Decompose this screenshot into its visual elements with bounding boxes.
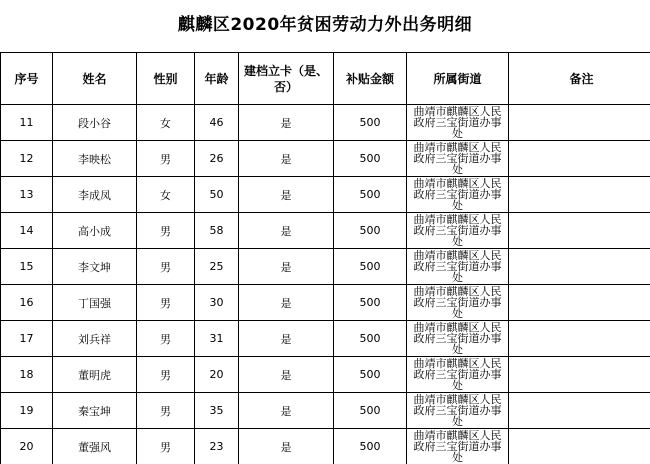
cell-subsidy: 500 <box>334 141 407 177</box>
cell-name: 董强风 <box>53 429 137 464</box>
cell-remarks <box>509 285 650 321</box>
cell-street <box>407 357 509 393</box>
cell-name: 李文坤 <box>53 249 137 285</box>
cell-subsidy: 500 <box>334 429 407 464</box>
table-row <box>1 321 650 357</box>
cell-subsidy: 500 <box>334 213 407 249</box>
street-text: 曲靖市麒麟区人民政府三宝街道办事处 <box>413 141 502 176</box>
cell-street <box>407 213 509 249</box>
cell-remarks <box>509 213 650 249</box>
table-row <box>1 213 650 249</box>
cell-archived: 是 <box>239 213 334 249</box>
cell-remarks <box>509 429 650 464</box>
cell-remarks <box>509 393 650 429</box>
cell-remarks <box>509 357 650 393</box>
table-row <box>1 357 650 393</box>
cell-name: 李映松 <box>53 141 137 177</box>
cell-age: 23 <box>195 429 239 464</box>
cell-age: 46 <box>195 105 239 141</box>
cell-remarks <box>509 249 650 285</box>
cell-seq: 18 <box>1 357 53 393</box>
cell-street <box>407 249 509 285</box>
header-archived: 建档立卡（是、否） <box>239 53 334 105</box>
cell-name: 秦宝坤 <box>53 393 137 429</box>
cell-subsidy: 500 <box>334 249 407 285</box>
cell-gender: 男 <box>137 357 195 393</box>
cell-archived: 是 <box>239 285 334 321</box>
table-row <box>1 393 650 429</box>
cell-name: 段小谷 <box>53 105 137 141</box>
cell-seq: 17 <box>1 321 53 357</box>
header-seq: 序号 <box>1 53 53 105</box>
cell-archived: 是 <box>239 177 334 213</box>
header-name: 姓名 <box>53 53 137 105</box>
cell-subsidy: 500 <box>334 177 407 213</box>
table-header-row <box>1 53 650 105</box>
cell-name: 董明虎 <box>53 357 137 393</box>
cell-archived: 是 <box>239 429 334 464</box>
cell-name: 丁国强 <box>53 285 137 321</box>
cell-remarks <box>509 141 650 177</box>
cell-street <box>407 321 509 357</box>
cell-subsidy: 500 <box>334 357 407 393</box>
table-body <box>1 105 650 464</box>
cell-street <box>407 177 509 213</box>
cell-archived: 是 <box>239 141 334 177</box>
table-row <box>1 249 650 285</box>
cell-gender: 男 <box>137 141 195 177</box>
cell-street <box>407 105 509 141</box>
header-age: 年龄 <box>195 53 239 105</box>
table-row <box>1 105 650 141</box>
cell-age: 31 <box>195 321 239 357</box>
cell-street <box>407 285 509 321</box>
cell-street <box>407 393 509 429</box>
table-row <box>1 285 650 321</box>
table-row <box>1 429 650 464</box>
cell-age: 35 <box>195 393 239 429</box>
cell-remarks <box>509 177 650 213</box>
street-text: 曲靖市麒麟区人民政府三宝街道办事处 <box>413 177 502 212</box>
cell-subsidy: 500 <box>334 285 407 321</box>
cell-seq: 11 <box>1 105 53 141</box>
cell-seq: 16 <box>1 285 53 321</box>
page-title: 麒麟区2020年贫困劳动力外出务明细 <box>177 15 473 35</box>
cell-seq: 13 <box>1 177 53 213</box>
table-row <box>1 141 650 177</box>
cell-gender: 男 <box>137 213 195 249</box>
cell-street <box>407 429 509 464</box>
cell-age: 25 <box>195 249 239 285</box>
cell-seq: 14 <box>1 213 53 249</box>
street-text: 曲靖市麒麟区人民政府三宝街道办事处 <box>413 321 502 356</box>
cell-seq: 20 <box>1 429 53 464</box>
cell-gender: 男 <box>137 285 195 321</box>
cell-street <box>407 141 509 177</box>
cell-gender: 男 <box>137 393 195 429</box>
cell-archived: 是 <box>239 321 334 357</box>
cell-age: 50 <box>195 177 239 213</box>
street-text: 曲靖市麒麟区人民政府三宝街道办事处 <box>413 429 502 464</box>
labor-detail-table <box>0 52 650 464</box>
cell-name: 高小成 <box>53 213 137 249</box>
cell-gender: 女 <box>137 105 195 141</box>
cell-remarks <box>509 321 650 357</box>
cell-subsidy: 500 <box>334 393 407 429</box>
street-text: 曲靖市麒麟区人民政府三宝街道办事处 <box>413 249 502 284</box>
cell-name: 李成凤 <box>53 177 137 213</box>
street-text: 曲靖市麒麟区人民政府三宝街道办事处 <box>413 357 502 392</box>
cell-age: 20 <box>195 357 239 393</box>
cell-archived: 是 <box>239 105 334 141</box>
cell-subsidy: 500 <box>334 105 407 141</box>
cell-age: 30 <box>195 285 239 321</box>
street-text: 曲靖市麒麟区人民政府三宝街道办事处 <box>413 285 502 320</box>
street-text: 曲靖市麒麟区人民政府三宝街道办事处 <box>413 393 502 428</box>
header-subsidy: 补贴金额 <box>334 53 407 105</box>
cell-gender: 男 <box>137 321 195 357</box>
cell-seq: 19 <box>1 393 53 429</box>
street-text: 曲靖市麒麟区人民政府三宝街道办事处 <box>413 213 502 248</box>
header-street: 所属街道 <box>407 53 509 105</box>
header-gender: 性别 <box>137 53 195 105</box>
cell-subsidy: 500 <box>334 321 407 357</box>
cell-remarks <box>509 105 650 141</box>
cell-age: 26 <box>195 141 239 177</box>
cell-gender: 男 <box>137 429 195 464</box>
cell-gender: 女 <box>137 177 195 213</box>
cell-seq: 15 <box>1 249 53 285</box>
cell-seq: 12 <box>1 141 53 177</box>
cell-archived: 是 <box>239 357 334 393</box>
street-text: 曲靖市麒麟区人民政府三宝街道办事处 <box>413 105 502 140</box>
cell-archived: 是 <box>239 249 334 285</box>
cell-name: 刘兵祥 <box>53 321 137 357</box>
table-row <box>1 177 650 213</box>
cell-gender: 男 <box>137 249 195 285</box>
cell-archived: 是 <box>239 393 334 429</box>
cell-age: 58 <box>195 213 239 249</box>
header-remarks: 备注 <box>509 53 650 105</box>
